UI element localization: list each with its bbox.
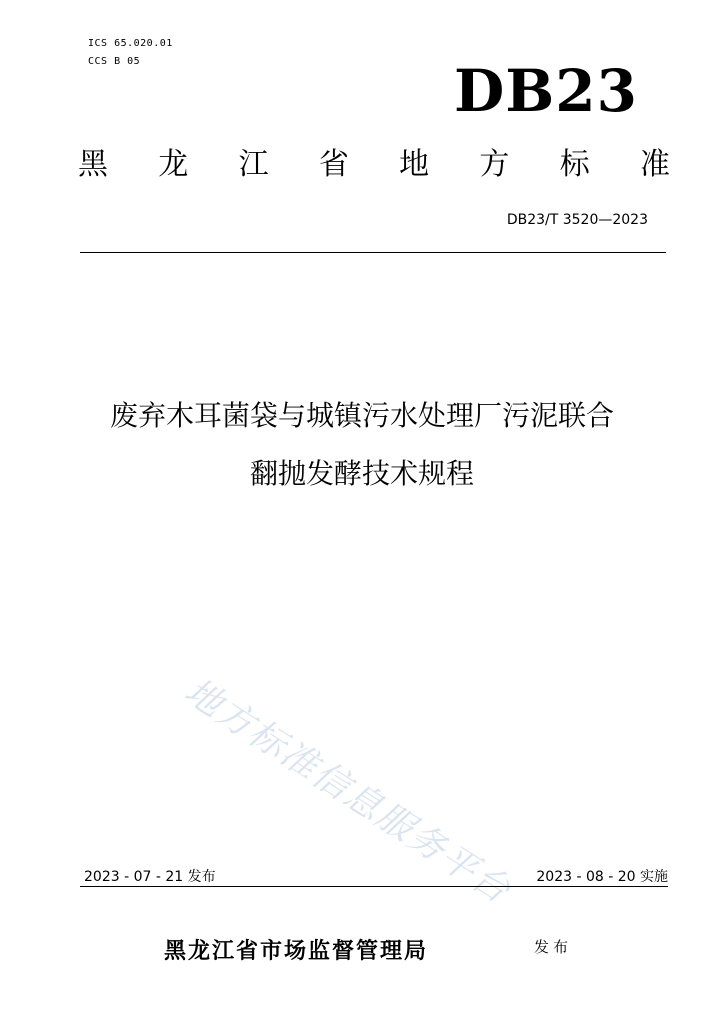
issue-label: 发布 xyxy=(534,938,573,956)
header-divider xyxy=(80,252,666,253)
document-title-line-1: 废弃木耳菌袋与城镇污水处理厂污泥联合 xyxy=(109,399,614,432)
standard-type-char: 龙 xyxy=(158,147,189,182)
document-title-line-2: 翻抛发酵技术规程 xyxy=(249,457,474,490)
publish-date: 2023 - 07 - 21 发布 xyxy=(84,869,216,885)
ccs-code: CCS B 05 xyxy=(88,56,141,67)
standard-number: DB23/T 3520—2023 xyxy=(506,212,648,228)
issuing-authority: 黑龙江省市场监督管理局 xyxy=(164,938,429,964)
watermark: 地方标准信息服务平台 xyxy=(177,670,519,913)
standard-type-char: 标 xyxy=(559,147,590,182)
footer-divider xyxy=(80,886,668,887)
standard-type-char: 方 xyxy=(479,147,510,182)
standard-type-char: 地 xyxy=(399,147,430,182)
standard-type-char: 省 xyxy=(318,147,349,182)
standard-type-char: 江 xyxy=(238,147,269,182)
standard-code-logo: DB23 xyxy=(453,57,638,125)
standard-type-heading xyxy=(78,147,670,182)
ics-code: ICS 65.020.01 xyxy=(88,38,173,49)
standard-type-char: 准 xyxy=(639,147,670,182)
implement-date: 2023 - 08 - 20 实施 xyxy=(536,869,668,885)
standard-type-char: 黑 xyxy=(78,147,108,182)
